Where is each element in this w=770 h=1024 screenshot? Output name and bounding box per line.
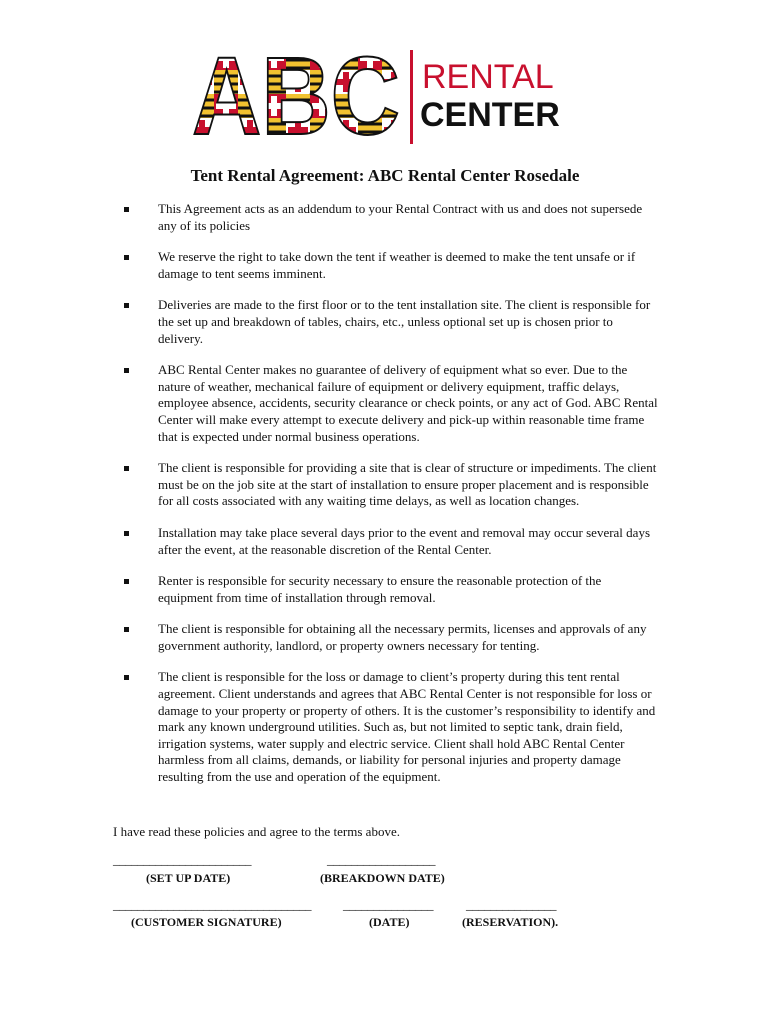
policy-text: The client is responsible for providing a site that is clear of structure or impediments. The client must be on the job site at the start of installation to ensure proper placement and is responsible for all costs associated with any waiting time delays, as well as location changes. [158,460,657,509]
policy-item [0,297,658,347]
policy-item [0,460,658,510]
reservation-field[interactable]: _______________ [466,897,556,912]
policy-text: This Agreement acts as an addendum to your Rental Contract with us and does not supersede any of its policies [158,201,643,233]
bullet-icon [124,368,129,373]
policy-item [0,525,658,558]
policy-item [0,362,658,445]
policy-item [0,621,658,654]
policy-text: ABC Rental Center makes no guarantee of delivery of equipment what so ever. Due to the nature of weather, mechanical failure of equipment or delivery equipment, traffic delays, employee absence, accidents, security clearance or check points, or any act of God. ABC Rental Center will make every attempt to execute delivery and pick-up within reasonable time frame that is expected under normal business operations. [158,362,658,444]
policy-text: Installation may take place several days prior to the event and removal may occur several days after the event, at the reasonable discretion of the Rental Center. [158,524,651,557]
policy-item [0,669,658,785]
agreement-title: Tent Rental Agreement: ABC Rental Center Rosedale [190,166,580,185]
breakdown-date-field[interactable]: __________________ [327,852,435,867]
customer-signature-field[interactable]: _________________________________ [113,897,311,912]
bullet-icon [124,579,129,584]
policy-text: The client is responsible for the loss or damage to client’s property during this tent rental agreement. Client understands and agrees that ABC Rental Center is not responsible for loss or damage to your property or property of others. It is the customer’s responsibility to identify and mark any known underground utilities. Such as, but not limited to septic tank, drain field, irrigation systems, water supply and electric service. Client shall hold ABC Rental Center harmless from all claims, demands, or liability for personal injuries and property damage resulting from the use and operation of the equipment. [158,669,656,785]
bullet-icon [124,207,129,212]
bullet-icon [124,627,129,632]
logo-divider [410,50,413,144]
policy-text: We reserve the right to take down the tent if weather is deemed to make the tent unsafe or if damage to tent seems imminent. [158,249,636,281]
logo-center-text: CENTER [420,96,560,134]
bullet-icon [124,531,129,536]
reservation-label: (RESERVATION). [462,915,559,929]
logo-rental-text: RENTAL [422,58,554,96]
setup-date-label: (SET UP DATE) [146,871,231,885]
customer-signature-label: (CUSTOMER SIGNATURE) [131,915,282,929]
agreement-statement: I have read these policies and agree to the terms above. [113,824,400,839]
policy-item [0,249,658,282]
policy-item [0,201,658,234]
bullet-icon [124,675,129,680]
date-field[interactable]: _______________ [343,897,433,912]
logo-letters: ABC [192,46,400,146]
bullet-icon [124,303,129,308]
bullet-icon [124,255,129,260]
abc-rental-center-logo [190,46,590,146]
setup-date-field[interactable]: _______________________ [113,852,251,867]
policy-text: Deliveries are made to the first floor or to the tent installation site. The client is responsible for the set up and breakdown of tables, chairs, etc., unless optional set up is chosen prior to delivery. [158,297,651,346]
policy-item [0,573,658,606]
bullet-icon [124,466,129,471]
policy-text: Renter is responsible for security necessary to ensure the reasonable protection of the equipment from time of installation through removal. [158,573,602,605]
policy-text: The client is responsible for obtaining all the necessary permits, licenses and approvals of any government authority, landlord, or property owners necessary for tenting. [158,621,647,653]
policy-list [0,201,770,786]
date-label: (DATE) [369,915,410,929]
breakdown-date-label: (BREAKDOWN DATE) [320,871,445,885]
